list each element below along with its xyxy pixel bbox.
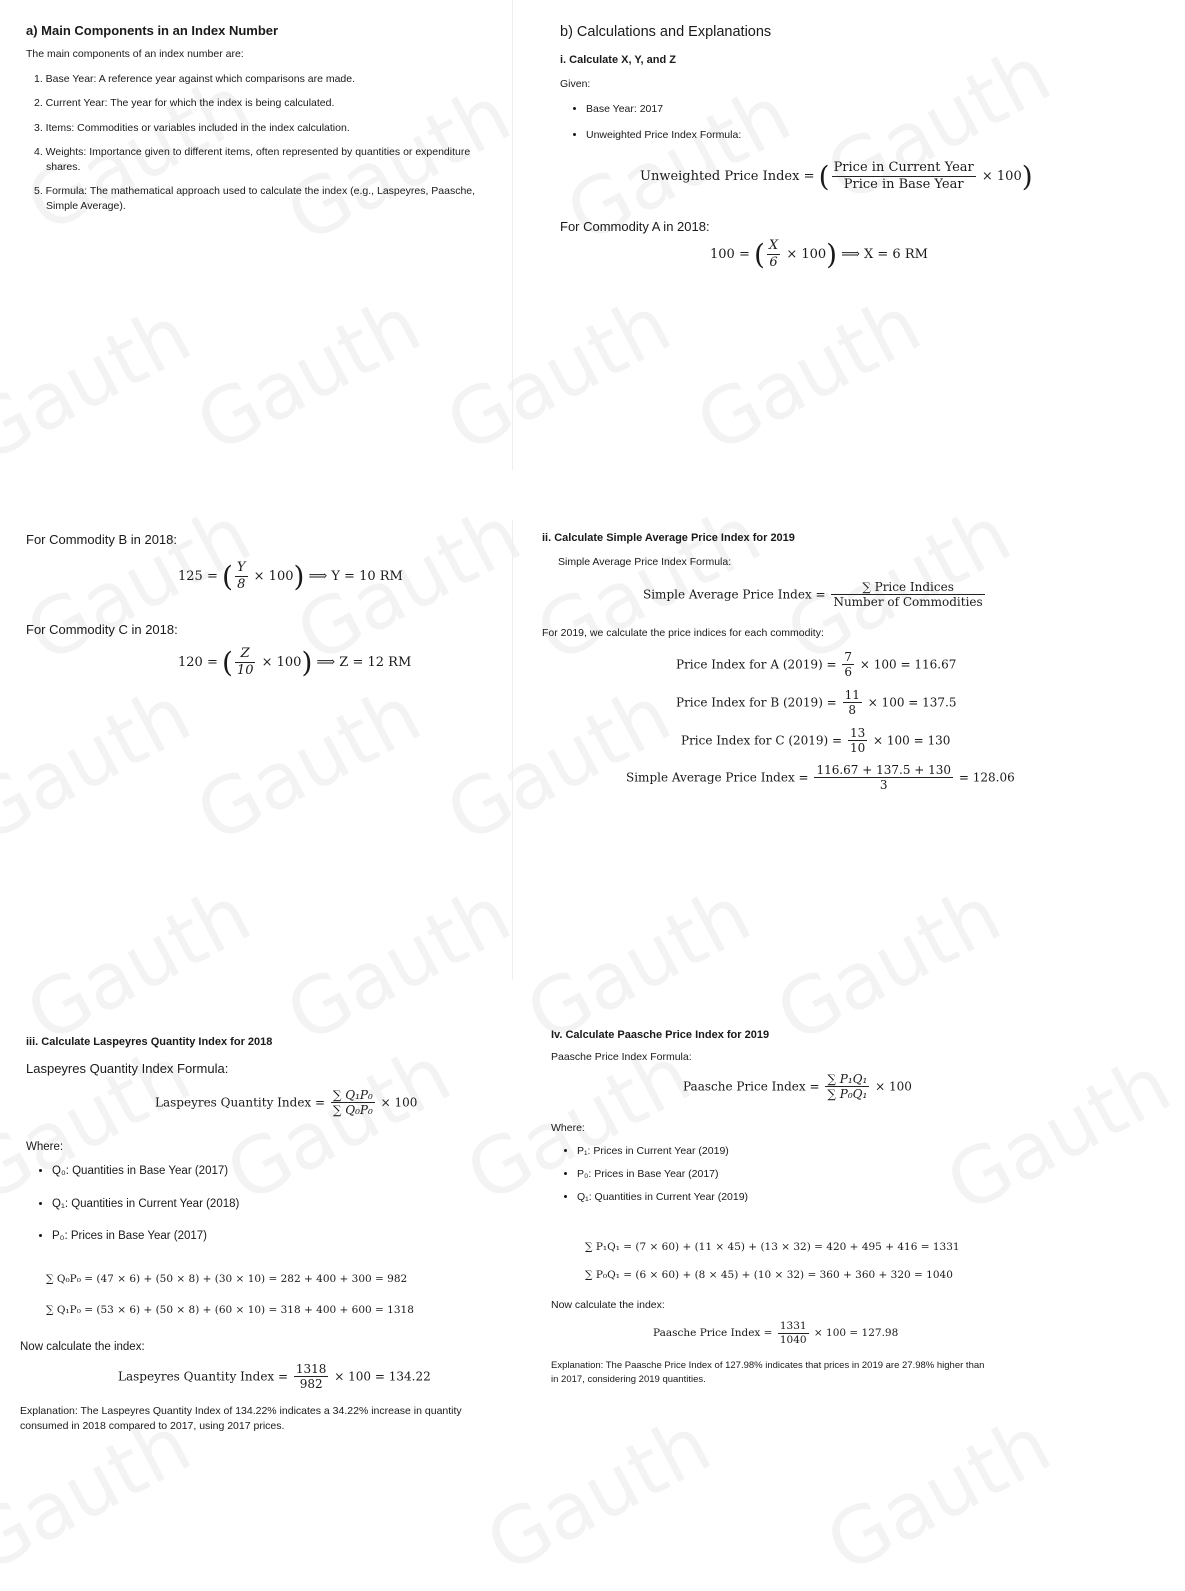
price-index-c: Price Index for C (2019) = $\frac{13}{10}$ × 100 = 130	[681, 726, 951, 756]
components-list	[26, 72, 496, 215]
unweighted-formula: Unweighted Price Index = ( $\frac{\text{Price in Current Year}}{\text{Price in Base Year}}$ × 100)	[640, 160, 1033, 193]
list-item: 4. Weights: Importance given to different items, often represented by quantities or expenditure shares.	[34, 145, 471, 173]
sum-q1p0: ∑ Q₁P₀ = (53 × 6) + (50 × 8) + (60 × 10) = 318 + 400 + 600 = 1318	[46, 1304, 414, 1316]
part-iii-explanation: Explanation: The Laspeyres Quantity Index of 134.22% indicates a 34.22% increase in quantity consumed in 2018 compared to 2017, using 2017 prices.	[20, 1405, 462, 1433]
list-item: • Base Year: 2017	[586, 102, 1010, 117]
list-item: • P₁: Prices in Current Year (2019)	[577, 1144, 748, 1159]
equation-c: 120 = ( $\frac{Z}{10}$ × 100) ⟹ Z = 12 RM	[178, 646, 412, 679]
equation-a: 100 = ( $\frac{X}{6}$ × 100) ⟹ X = 6 RM	[710, 238, 928, 271]
list-item: 2. Current Year: The year for which the index is being calculated.	[34, 97, 335, 110]
part-b-subtitle: i. Calculate X, Y, and Z	[560, 54, 676, 67]
part-a-intro: The main components of an index number are:	[26, 47, 244, 60]
part-a	[26, 22, 496, 224]
price-index-b: Price Index for B (2019) = $\frac{11}{8}$ × 100 = 137.5	[676, 688, 957, 718]
commodity-a-label: For Commodity A in 2018:	[560, 219, 710, 234]
part-iii-now: Now calculate the index:	[20, 1341, 145, 1353]
laspeyres-result: Laspeyres Quantity Index = $\frac{1318}{982}$ × 100 = 134.22	[118, 1362, 431, 1392]
part-iv-where: Where:	[551, 1122, 585, 1134]
part-ii-note: For 2019, we calculate the price indices for each commodity:	[542, 627, 824, 639]
part-iv-definitions	[551, 1144, 748, 1217]
list-item: • Q₀: Quantities in Base Year (2017)	[52, 1163, 239, 1180]
commodity-c-label: For Commodity C in 2018:	[26, 622, 178, 637]
list-item: 5. Formula: The mathematical approach used to calculate the index (e.g., Laspeyres, Paasche, Simple Average).	[34, 185, 476, 213]
part-iv-explanation: Explanation: The Paasche Price Index of 127.98% indicates that prices in 2019 are 27.98% higher than in 2017, considering 2019 quantities.	[551, 1360, 985, 1385]
simple-average-result: Simple Average Price Index = $\frac{116.67 + 137.5 + 130}{3}$ = 128.06	[626, 763, 1015, 793]
part-iii-where: Where:	[26, 1141, 64, 1153]
part-b-title: b) Calculations and Explanations	[560, 24, 772, 40]
commodity-b-label: For Commodity B in 2018:	[26, 532, 178, 547]
part-iii-definitions	[26, 1163, 239, 1256]
price-index-a: Price Index for A (2019) = $\frac{7}{6}$ × 100 = 116.67	[676, 650, 957, 680]
list-item: 1. Base Year: A reference year against which comparisons are made.	[34, 73, 356, 86]
part-a-title: a) Main Components in an Index Number	[26, 23, 279, 38]
sum-p0q1: ∑ P₀Q₁ = (6 × 60) + (8 × 45) + (10 × 32) = 360 + 360 + 320 = 1040	[585, 1269, 953, 1281]
paasche-formula: Paasche Price Index = $\frac{\text{∑ P₁Q₁}}{\text{∑ P₀Q₁}}$ × 100	[683, 1072, 912, 1102]
column-divider	[512, 520, 513, 980]
equation-b: 125 = ( $\frac{Y}{8}$ × 100) ⟹ Y = 10 RM	[178, 560, 403, 593]
paasche-result: Paasche Price Index = $\frac{1331}{1040}$ × 100 = 127.98	[653, 1320, 899, 1346]
list-item: • P₀: Prices in Base Year (2017)	[577, 1167, 748, 1182]
given-label: Given:	[560, 77, 591, 90]
list-item: 3. Items: Commodities or variables included in the index calculation.	[34, 121, 350, 134]
part-iii-title: iii. Calculate Laspeyres Quantity Index for 2018	[26, 1036, 273, 1048]
simple-average-formula: Simple Average Price Index = $\frac{\text{∑ Price Indices}}{\text{Number of Commodities}}$	[643, 580, 983, 610]
sum-p1q1: ∑ P₁Q₁ = (7 × 60) + (11 × 45) + (13 × 32) = 420 + 495 + 416 = 1331	[585, 1241, 960, 1253]
list-item: • P₀: Prices in Base Year (2017)	[52, 1228, 239, 1245]
part-iii-formula-label: Laspeyres Quantity Index Formula:	[26, 1061, 229, 1076]
given-list	[560, 102, 1010, 143]
part-iv-formula-label: Paasche Price Index Formula:	[551, 1051, 692, 1063]
list-item: • Q₁: Quantities in Current Year (2019)	[577, 1190, 748, 1205]
list-item: • Unweighted Price Index Formula:	[586, 128, 1010, 143]
part-ii-formula-label: Simple Average Price Index Formula:	[558, 556, 732, 568]
part-iv-now: Now calculate the index:	[551, 1299, 665, 1311]
part-ii-title: ii. Calculate Simple Average Price Index for 2019	[542, 532, 795, 544]
list-item: • Q₁: Quantities in Current Year (2018)	[52, 1196, 239, 1213]
part-iv-title: Iv. Calculate Paasche Price Index for 2019	[551, 1029, 770, 1041]
column-divider	[512, 0, 513, 470]
laspeyres-formula: Laspeyres Quantity Index = $\frac{\text{∑ Q₁P₀}}{\text{∑ Q₀P₀}}$ × 100	[155, 1088, 418, 1118]
sum-q0p0: ∑ Q₀P₀ = (47 × 6) + (50 × 8) + (30 × 10) = 282 + 400 + 300 = 982	[46, 1273, 408, 1285]
